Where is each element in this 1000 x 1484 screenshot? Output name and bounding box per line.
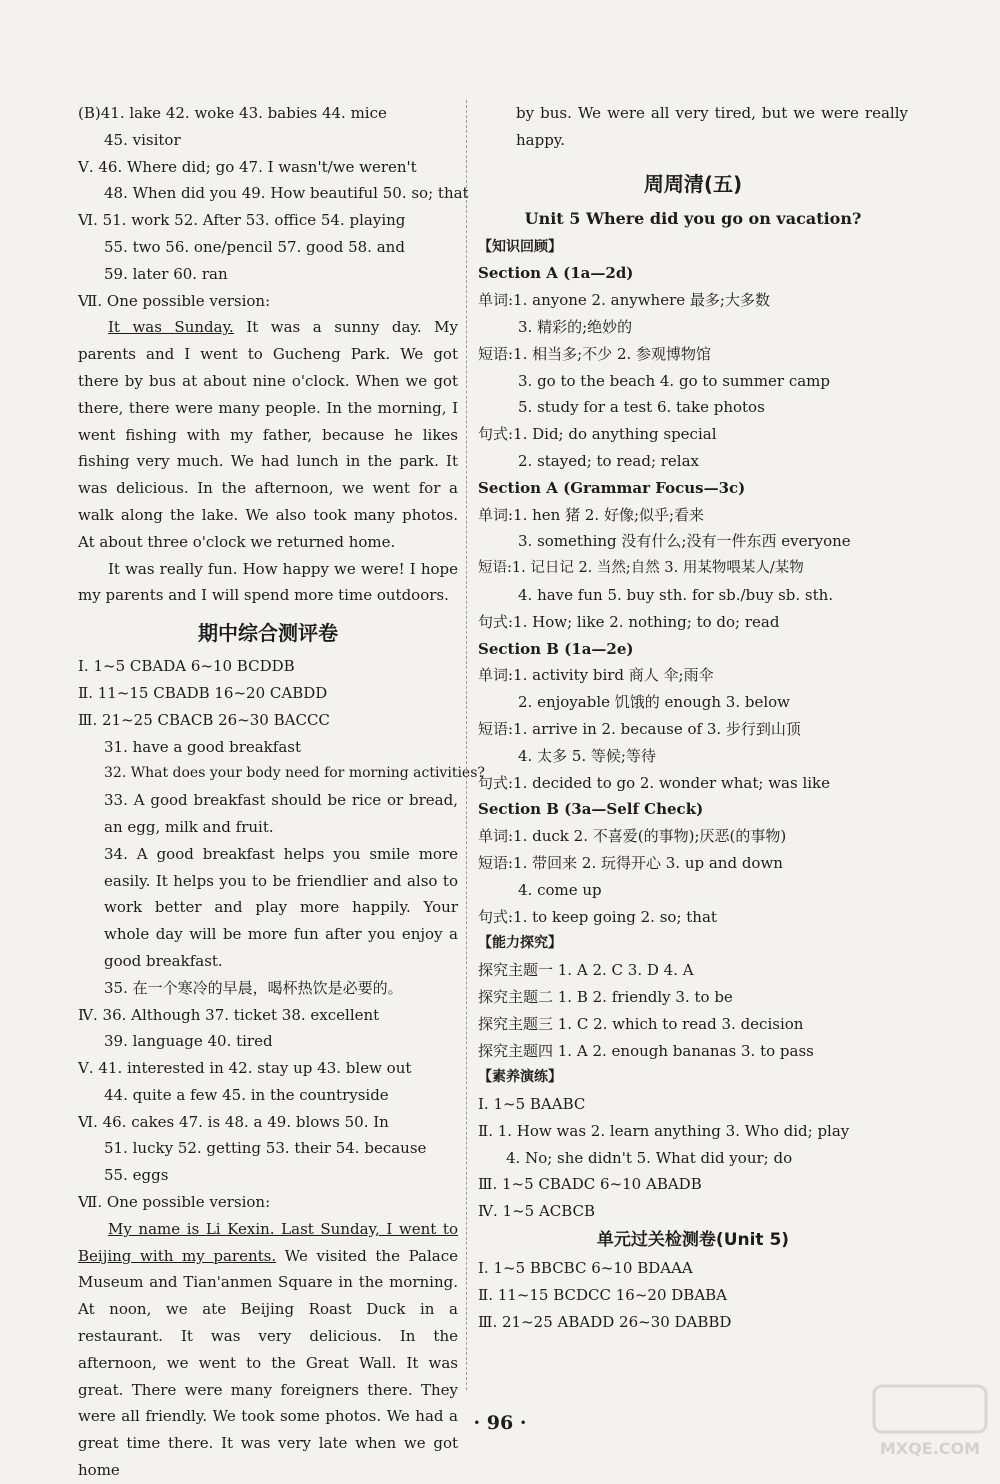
left-column (78, 100, 485, 1484)
answer-line: Ⅱ. 11~15 BCDCC 16~20 DBABA (478, 1285, 728, 1304)
answer-line: 59. later 60. ran (104, 264, 228, 283)
unit-title: Unit 5 Where did you go on vacation? (524, 208, 862, 228)
answer-line: Ⅱ. 1. How was 2. learn anything 3. Who did; play (478, 1121, 850, 1140)
answer-line: Ⅶ. One possible version: (78, 1193, 271, 1212)
answer-line: 31. have a good breakfast (104, 737, 301, 756)
answer-line: 44. quite a few 45. in the countryside (104, 1085, 389, 1104)
answer-line: 句式:1. to keep going 2. so; that (478, 907, 717, 926)
answer-line: 句式:1. How; like 2. nothing; to do; read (478, 612, 780, 631)
answer-line: Ⅱ. 11~15 CBADB 16~20 CABDD (78, 683, 328, 702)
answer-line: Ⅰ. 1~5 BAABC (478, 1095, 586, 1114)
answer-line: 4. 太多 5. 等候;等待 (518, 746, 656, 765)
answer-line: Ⅰ. 1~5 BBCBC 6~10 BDAAA (478, 1259, 693, 1278)
answer-line: 探究主题一 1. A 2. C 3. D 4. A (478, 961, 694, 980)
answer-line: 4. No; she didn't 5. What did your; do (506, 1148, 793, 1167)
answer-paragraph: 34. A good breakfast helps you smile more easily. It helps you to be friendlier and also to work better and play more happily. Your whole day will be more fun after you enjoy a good breakfast. (104, 844, 458, 970)
section-heading: Section A (1a—2d) (478, 264, 634, 283)
section-heading: Section A (Grammar Focus—3c) (478, 478, 746, 497)
answer-line: 55. eggs (104, 1166, 169, 1185)
section-heading: 【知识回顾】 (478, 238, 562, 255)
answer-line: 句式:1. decided to go 2. wonder what; was like (478, 773, 831, 792)
midterm-title: 期中综合测评卷 (198, 621, 338, 646)
unit-test-title: 单元过关检测卷(Unit 5) (596, 1230, 790, 1251)
sample-essay-1-paragraph-2: It was really fun. How happy we were! I hope my parents and I will spend more time outdoors. (78, 559, 458, 605)
answer-line: Ⅳ. 1~5 ACBCB (478, 1202, 596, 1221)
answer-line: 4. come up (518, 880, 602, 899)
answer-line: Ⅲ. 21~25 ABADD 26~30 DABBD (478, 1312, 732, 1331)
answer-line: 32. What does your body need for morning activities? (104, 765, 485, 782)
answer-line: 短语:1. 记日记 2. 当然;自然 3. 用某物喂某人/某物 (478, 560, 804, 577)
answer-line: Ⅵ. 51. work 52. After 53. office 54. playing (78, 211, 406, 230)
section-heading: 【素养演练】 (478, 1069, 562, 1086)
answer-line: 探究主题四 1. A 2. enough bananas 3. to pass (478, 1041, 814, 1060)
answer-line: 39. language 40. tired (104, 1032, 273, 1051)
answer-line: 短语:1. arrive in 2. because of 3. 步行到山顶 (478, 719, 801, 738)
answer-line: 45. visitor (104, 130, 181, 149)
answer-line: Ⅲ. 1~5 CBADC 6~10 ABADB (478, 1175, 702, 1194)
answer-line: (B)41. lake 42. woke 43. babies 44. mice (78, 104, 387, 122)
page-number: · 96 · (473, 1412, 527, 1434)
answer-line: 48. When did you 49. How beautiful 50. so; that (104, 184, 469, 203)
watermark-text: MXQE.COM (879, 1439, 981, 1458)
answer-line: Ⅵ. 46. cakes 47. is 48. a 49. blows 50. In (78, 1112, 389, 1131)
watermark-logo (870, 1382, 990, 1462)
answer-line: 5. study for a test 6. take photos (518, 398, 765, 417)
answer-line: Ⅰ. 1~5 CBADA 6~10 BCDDB (78, 657, 295, 676)
essay-underlined: My name is Li Kexin. Last Sunday, I went to Beijing with my parents. (78, 1219, 458, 1265)
answer-line: 2. enjoyable 饥饿的 enough 3. below (518, 693, 791, 712)
answer-line: 短语:1. 带回来 2. 玩得开心 3. up and down (478, 853, 783, 872)
section-heading: Section B (1a—2e) (478, 639, 634, 658)
answer-line: 单词:1. duck 2. 不喜爱(的事物);厌恶(的事物) (478, 827, 787, 846)
answer-line: 35. 在一个寒冷的早晨，喝杯热饮是必要的。 (104, 978, 403, 997)
answer-line: 句式:1. Did; do anything special (478, 425, 717, 444)
column-divider (466, 100, 467, 1390)
answer-line: Ⅲ. 21~25 CBACB 26~30 BACCC (78, 710, 330, 729)
answer-line: 3. go to the beach 4. go to summer camp (518, 371, 830, 390)
answer-line: 4. have fun 5. buy sth. for sb./buy sb. sth. (518, 585, 834, 604)
answer-line: 探究主题二 1. B 2. friendly 3. to be (478, 987, 733, 1006)
answer-line: Ⅴ. 46. Where did; go 47. I wasn't/we weren't (78, 157, 417, 176)
essay-underlined: It was Sunday. (108, 318, 234, 337)
answer-line: 3. 精彩的;绝妙的 (518, 317, 633, 336)
answer-line: 单词:1. anyone 2. anywhere 最多;大多数 (478, 291, 770, 310)
answer-line: 51. lucky 52. getting 53. their 54. because (104, 1139, 427, 1158)
answer-line: 短语:1. 相当多;不少 2. 参观博物馆 (478, 344, 712, 363)
answer-line: Ⅴ. 41. interested in 42. stay up 43. blew out (78, 1059, 412, 1078)
answer-line: 单词:1. hen 猪 2. 好像;似乎;看来 (478, 505, 705, 524)
weekly-title: 周周清(五) (643, 171, 743, 196)
answer-paragraph: 33. A good breakfast should be rice or bread, an egg, milk and fruit. (104, 791, 458, 836)
answer-line: 3. something 没有什么;没有一件东西 everyone (518, 532, 851, 551)
essay-text: It was a sunny day. My parents and I went to Gucheng Park. We got there by bus at about nine o'clock. When we got there, there were many people. In the morning, I went fishing with my father, because he likes fishing very much. We had lunch in the park. It was delicious. In the afternoon, we went for a walk along the lake. We also took many photos. At about three o'clock we returned home. (78, 318, 458, 551)
sample-essay-1 (78, 314, 458, 555)
sample-essay-2 (78, 1216, 458, 1484)
answer-line: Ⅶ. One possible version: (78, 291, 271, 310)
answer-line: Ⅳ. 36. Although 37. ticket 38. excellent (78, 1005, 380, 1024)
answer-line: 2. stayed; to read; relax (518, 451, 700, 470)
section-heading: Section B (3a—Self Check) (478, 800, 704, 819)
answer-line: 单词:1. activity bird 商人 伞;雨伞 (478, 666, 714, 685)
essay-text: We visited the Palace Museum and Tian'anmen Square in the morning. At noon, we ate Beijing Roast Duck in a restaurant. It was very delicious. In the afternoon, we went to the Great Wall. It was great. There were many foreigners there. They were all friendly. We took some photos. We had a great time there. It was very late when we got home (78, 1246, 458, 1480)
answer-line: 探究主题三 1. C 2. which to read 3. decision (478, 1014, 804, 1033)
answer-line: 55. two 56. one/pencil 57. good 58. and (104, 237, 405, 256)
section-heading: 【能力探究】 (478, 935, 562, 952)
essay-continuation: by bus. We were all very tired, but we were really happy. (516, 104, 908, 149)
right-column (478, 100, 908, 1335)
